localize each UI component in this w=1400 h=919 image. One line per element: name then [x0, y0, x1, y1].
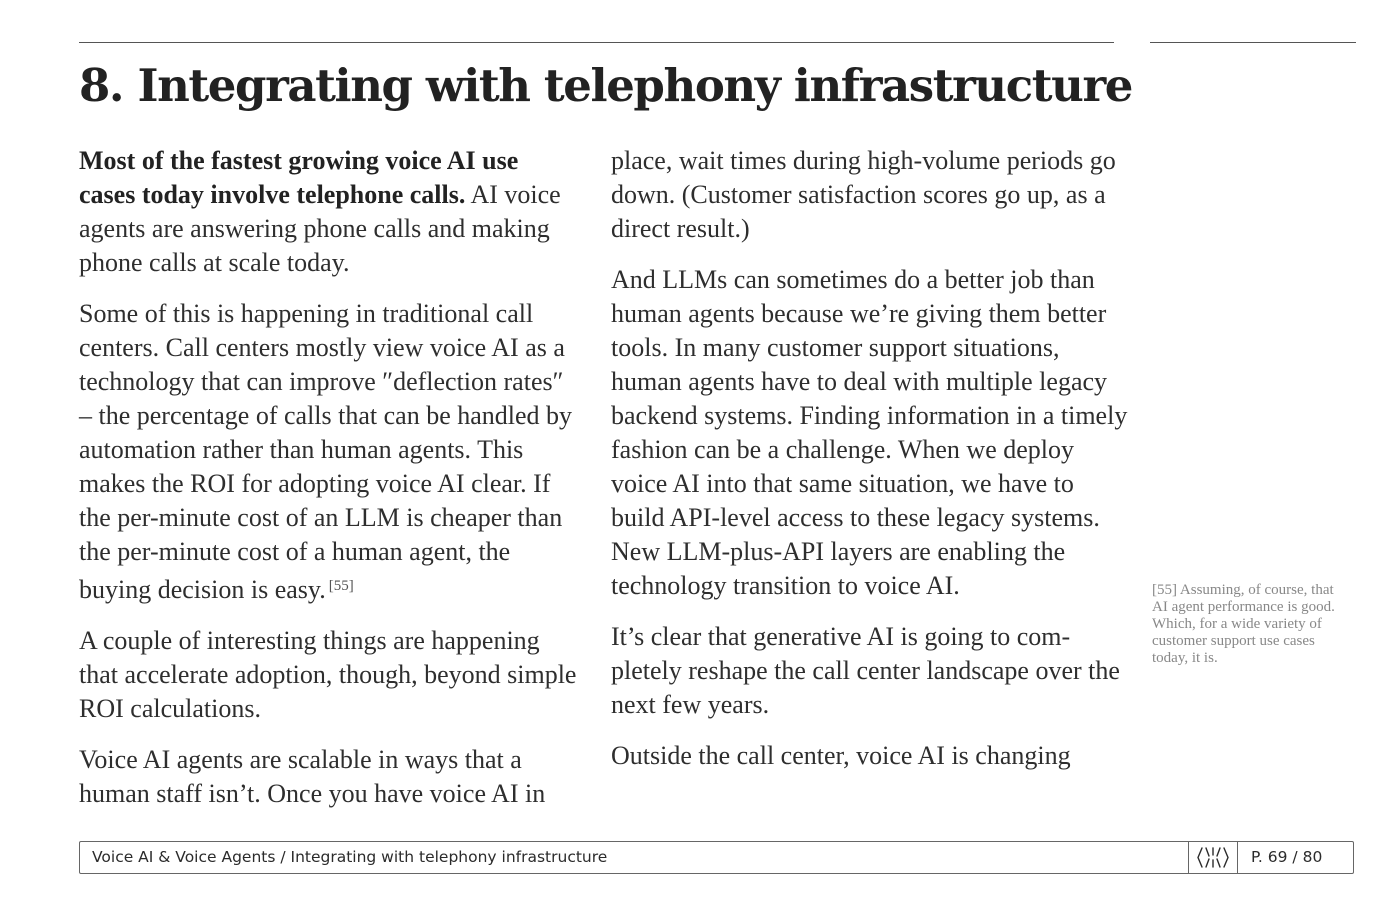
- paragraph: Voice AI agents are scalable in ways that a human staff isn’t. Once you have voice AI in: [79, 745, 546, 808]
- footer-bar: [79, 841, 1354, 874]
- paragraph: Outside the call center, voice AI is changing: [611, 741, 1071, 770]
- paragraph: [79, 144, 579, 280]
- footnote-reference-link[interactable]: [55]: [328, 578, 354, 594]
- angle-brackets-logo-icon: [1188, 842, 1238, 873]
- page-title: 8. Integrating with telephony infrastructure: [79, 59, 1132, 112]
- paragraph: It’s clear that generative AI is going to completely reshape the call center landscape over the next few years.: [611, 622, 1120, 719]
- right-column: [611, 144, 1131, 790]
- left-column: [79, 144, 579, 828]
- breadcrumb[interactable]: Voice AI & Voice Agents / Integrating with telephony infrastructure: [92, 848, 608, 866]
- lead-bold-text: Most of the fastest growing voice AI use cases today involve telephone calls.: [79, 146, 519, 209]
- paragraph: [79, 297, 579, 607]
- lead-text: AI voice agents are answering phone calls and making phone calls at scale today.: [79, 180, 561, 277]
- sidebar-top-rule: [1150, 42, 1356, 43]
- paragraph: A couple of interesting things are happening that accelerate adoption, though, beyond simple ROI calculations.: [79, 626, 577, 723]
- paragraph-text: Some of this is happening in traditional call centers. Call centers mostly view voice AI as a technology that can improve ″deflection rates″ – the percentage of calls that can be handled by automation rather than human agents. This makes the ROI for adopting voice AI clear. If the per-minute cost of an LLM is cheaper than the per-minute cost of a human agent, the buying decision is easy.: [79, 299, 573, 604]
- paragraph: And LLMs can sometimes do a better job than human agents because we’re giving them better tools. In many customer support situations, human agents have to deal with multiple legacy backend systems. Finding information in a timely fashion can be a challenge. When we deploy voice AI into that same situation, we have to build API-level access to these legacy systems. New LLM-plus-API layers are enabling the technology transition to voice AI.: [611, 265, 1128, 600]
- sidenote-footnote: [55] Assuming, of course, that AI agent performance is good. Which, for a wide variety of customer support use cases today, it is.: [1152, 582, 1335, 666]
- page-number: P. 69 / 80: [1251, 848, 1323, 866]
- top-rule: [79, 42, 1114, 43]
- paragraph: place, wait times during high-volume periods go down. (Customer satisfaction scores go up, as a direct result.): [611, 146, 1116, 243]
